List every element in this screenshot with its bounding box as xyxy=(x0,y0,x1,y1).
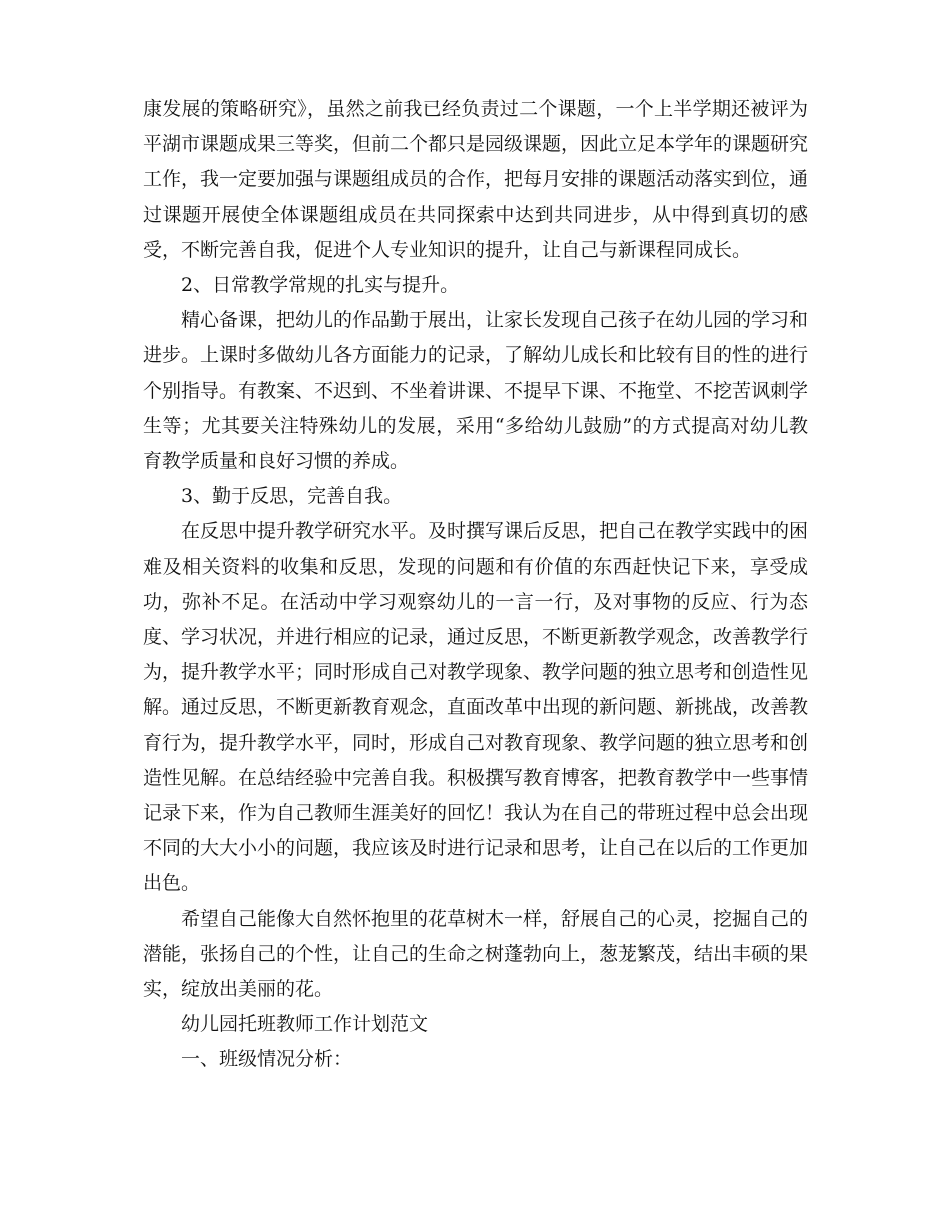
paragraph-reflection: 在反思中提升教学研究水平。及时撰写课后反思，把自己在教学实践中的困难及相关资料的收集和反思，发现的问题和有价值的东西赶快记下来，享受成功，弥补不足。在活动中学习观察幼儿的一言一行，及对事物的反应、行为态度、学习状况，并进行相应的记录，通过反思，不断更新教学观念，改善教学行为，提升教学水平；同时形成自己对教学现象、教学问题的独立思考和创造性见解。通过反思，不断更新教育观念，直面改革中出现的新问题、新挑战，改善教育行为，提升教学水平，同时，形成自己对教育现象、教学问题的独立思考和创造性见解。在总结经验中完善自我。积极撰写教育博客，把教育教学中一些事情记录下来，作为自己教师生涯美好的回忆！我认为在自己的带班过程中总会出现不同的大大小小的问题，我应该及时进行记录和思考，让自己在以后的工作更加出色。 xyxy=(143,520,809,895)
heading-reflection: 3、勤于反思，完善自我。 xyxy=(181,485,403,508)
paragraph-hope: 希望自己能像大自然怀抱里的花草树木一样，舒展自己的心灵，挖掘自己的潜能，张扬自己的个性，让自己的生命之树蓬勃向上，葱茏繁茂，结出丰硕的果实，绽放出美丽的花。 xyxy=(143,907,809,1001)
heading-class-analysis: 一、班级情况分析： xyxy=(181,1048,353,1071)
heading-daily-teaching: 2、日常教学常规的扎实与提升。 xyxy=(181,274,460,297)
document-body xyxy=(143,92,808,1078)
paragraph-lesson-prep: 精心备课，把幼儿的作品勤于展出，让家长发现自己孩子在幼儿园的学习和进步。上课时多做幼儿各方面能力的记录，了解幼儿成长和比较有目的性的进行个别指导。有教案、不迟到、不坐着讲课、不提早下课、不拖堂、不挖苦讽刺学生等；尤其要关注特殊幼儿的发展，采用“多给幼儿鼓励”的方式提高对幼儿教育教学质量和良好习惯的养成。 xyxy=(143,309,809,473)
paragraph-research-continuation: 康发展的策略研究》，虽然之前我已经负责过二个课题，一个上半学期还被评为平湖市课题成果三等奖，但前二个都只是园级课题，因此立足本学年的课题研究工作，我一定要加强与课题组成员的合作，把每月安排的课题活动落实到位，通过课题开展使全体课题组成员在共同探索中达到共同进步，从中得到真切的感受，不断完善自我，促进个人专业知识的提升，让自己与新课程同成长。 xyxy=(143,98,809,261)
section-title-plan: 幼儿园托班教师工作计划范文 xyxy=(181,1013,429,1036)
